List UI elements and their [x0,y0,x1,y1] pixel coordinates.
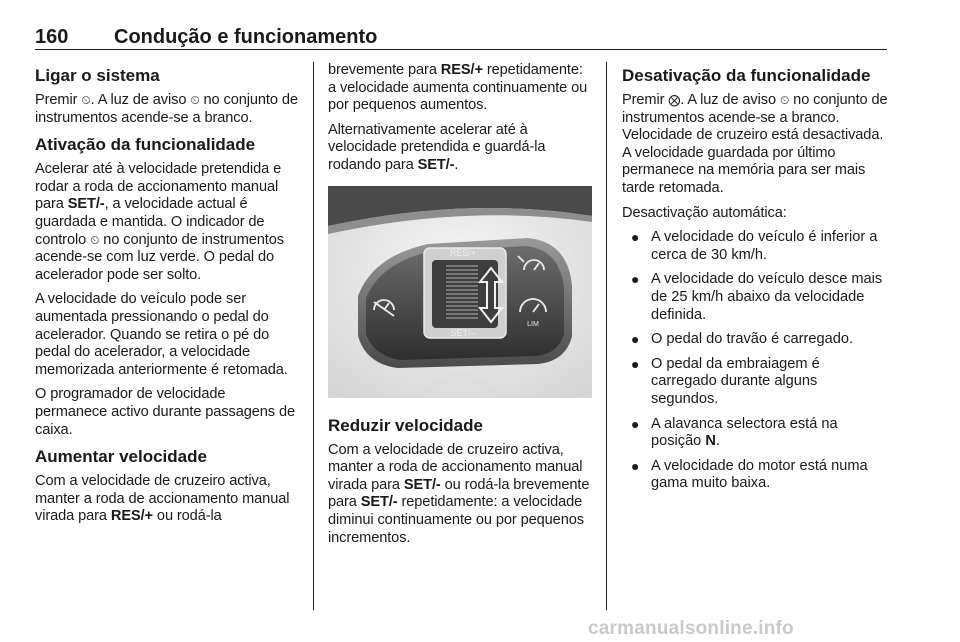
text: Acelerar até à velocidade pretendida e rodar a roda de accionamento manual para [35,161,282,213]
res-label: RES/+ [110,508,153,525]
text: repetidamente: a velocidade diminui continuamente ou por pequenos incrementos. [328,494,584,546]
text: Com a velocidade de cruzeiro activa, manter a roda de accionamento manual virada para [35,473,290,525]
text: no conjunto de instrumentos acende-se a branco. [35,92,298,126]
header-rule [35,49,887,50]
text: A velocidade do motor está numa gama muito baixa. [651,457,868,492]
list-item [622,356,888,409]
text: . [715,433,720,450]
list-item [622,331,888,349]
running-title: Condução e funcionamento [114,26,378,48]
text: . [454,156,459,173]
bullet-icon: ● [631,271,640,288]
list-item [622,229,888,264]
watermark: carmanualsonline.info [588,618,794,639]
text: Alternativamente acelerar até à velocidade pretendida e guardá-la rodando para [328,121,546,173]
paragraph-ativacao-3: O programador de velocidade permanece activo durante passagens de caixa. [35,386,295,438]
set-minus-label: SET/– [450,327,476,338]
text: ou rodá-la [152,508,222,525]
paragraph-ativacao-2: A velocidade do veículo pode ser aumentada pressionando o pedal do acelerador. Quando se retira o pé do pedal do acelerador, a velocidade memorizada anteriormente é retomada. [35,291,288,378]
cruise-off-icon: ⨂ [668,93,681,107]
cruise-control-icon: ⏲ [90,232,100,247]
paragraph-aumentar-alt [328,122,592,175]
bullet-icon: ● [631,457,640,474]
paragraph-reduzir [328,442,592,548]
heading-ligar-sistema: Ligar o sistema [35,66,160,85]
text: A velocidade do veículo desce mais de 25 km/h abaixo da velocidade definida. [651,271,883,323]
text: A alavanca selectora está na posição [651,415,838,450]
list-item [622,271,888,324]
set-label: SET/- [403,476,441,493]
text: repetidamente: a velocidade aumenta continuamente ou por pequenos aumentos. [328,62,588,114]
paragraph-aumentar-cont [328,62,592,115]
heading-desativacao: Desativação da funcionalidade [622,66,871,85]
steering-wheel-controls-illustration [328,186,592,398]
text: no conjunto de instrumentos acende-se a branco. Velocidade de cruzeiro está desactivada. A velocidade guardada por último permanece na memória para ser mais tarde retomada. [622,92,888,196]
lim-label: LIM [527,320,539,328]
text: , a velocidade actual é guardada e mantida. O indicador de controlo [35,196,265,248]
res-label: RES/+ [440,62,483,78]
text: no conjunto de instrumentos acende-se com luz verde. O pedal do acelerador pode ser solto. [35,231,284,283]
set-label: SET/- [360,494,398,511]
bullet-icon: ● [631,415,640,432]
text: ou rodá-la brevemente para [328,476,590,511]
paragraph-ativacao-1 [35,161,299,284]
paragraph-desativacao-auto: Desactivação automática: [622,204,787,221]
text: Premir [35,92,82,108]
set-label: SET/- [67,196,105,213]
column-1 [35,62,299,533]
text: Com a velocidade de cruzeiro activa, manter a roda de accionamento manual virada para [328,441,583,493]
list-item [622,458,888,493]
cruise-control-icon: ⏲ [81,93,91,107]
text: . A luz de aviso [680,92,780,108]
cruise-control-icon: ⏲ [190,93,200,107]
heading-aumentar: Aumentar velocidade [35,447,207,467]
text: O pedal do travão é carregado. [651,331,854,348]
heading-reduzir: Reduzir velocidade [328,415,483,435]
res-plus-label: RES/+ [449,247,477,258]
list-item [622,416,888,451]
text: brevemente para [328,62,441,78]
column-3 [622,62,888,500]
gear-n-label: N [705,433,716,450]
paragraph-aumentar-1 [35,473,299,526]
bullet-icon: ● [631,355,640,372]
text: A velocidade do veículo é inferior a cerca de 30 km/h. [651,229,878,263]
text: . A luz de aviso [90,92,191,108]
column-divider-2 [606,62,607,610]
paragraph-desativacao [622,92,888,198]
bullet-icon: ● [631,229,640,246]
bullet-list [622,229,888,493]
heading-ativacao: Ativação da funcionalidade [35,135,256,155]
page-number: 160 [35,26,69,48]
text: O pedal da embraiagem é carregado durante alguns segundos. [651,355,820,407]
bullet-icon: ● [631,331,640,348]
text: Premir [622,92,669,108]
cruise-control-icon: ⏲ [779,93,790,107]
paragraph-ligar [35,92,299,127]
steering-wheel-controls-figure [328,186,592,398]
column-2 [328,62,592,554]
set-label: SET/- [417,156,455,173]
column-divider-1 [313,62,314,610]
